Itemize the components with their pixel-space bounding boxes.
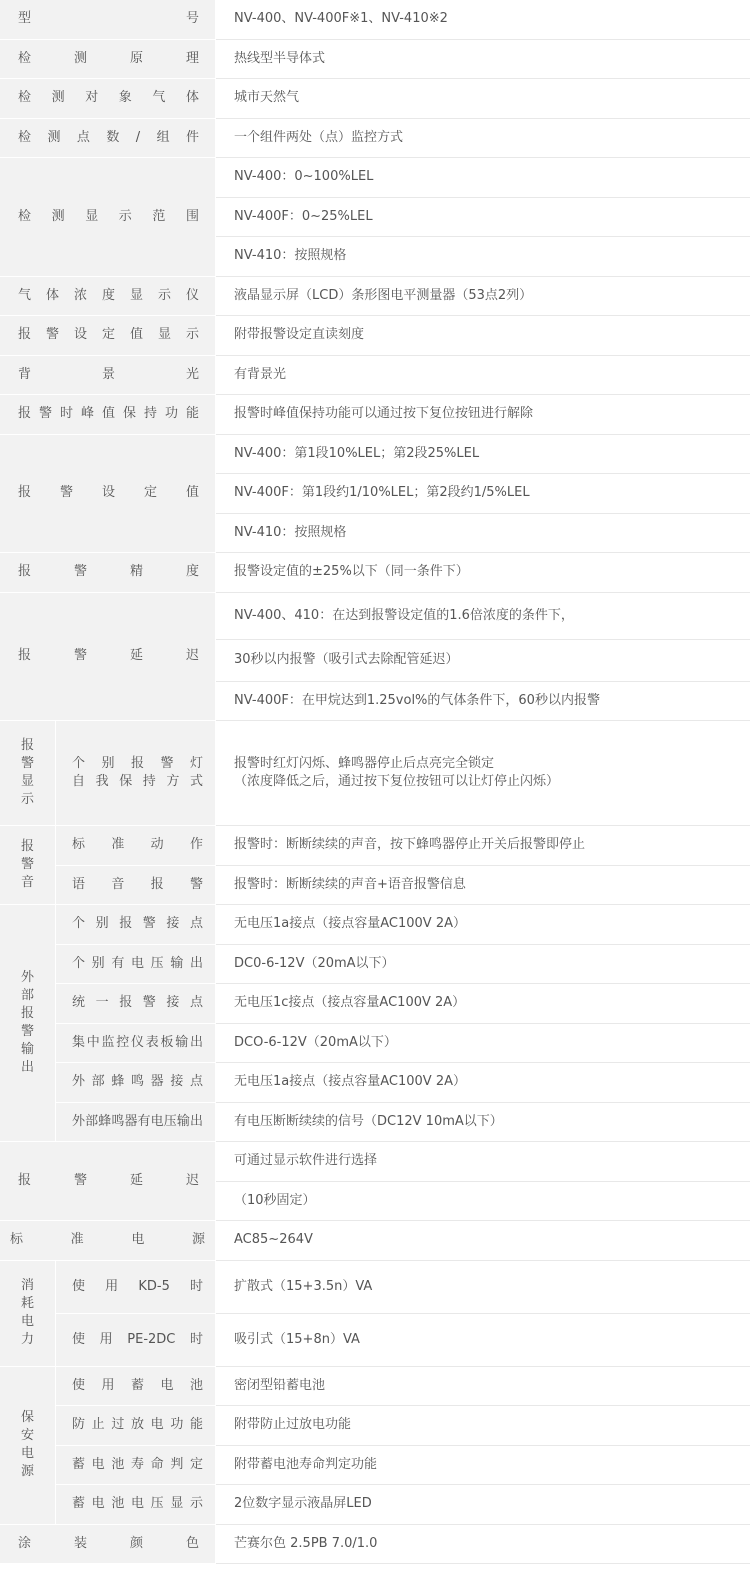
group-label-cell (0, 826, 56, 905)
spec-label-display-range: 检测显示范围 (18, 208, 200, 224)
sub-label-voice-alarm: 语音报警 (72, 876, 204, 892)
spec-label-cell (0, 277, 216, 317)
spec-label-cell (0, 0, 216, 40)
spec-row-alarm-display (0, 721, 750, 826)
spec-row-backup-power (0, 1367, 750, 1407)
group-label-alarm-sound: 报警音 (20, 839, 34, 890)
spec-label-cell (0, 316, 216, 356)
spec-label-cell (0, 119, 216, 159)
spec-row-concentration-display (0, 277, 750, 317)
group-label-cell (0, 1367, 56, 1525)
spec-label-cell (0, 593, 216, 722)
sub-label-standard-operation: 标准动作 (72, 837, 204, 853)
spec-value-paint-color: 芒赛尔色 2.5PB 7.0/1.0 (216, 1525, 750, 1565)
sub-label-external-buzzer-contact: 外部蜂鸣器接点 (72, 1074, 204, 1090)
spec-value-over-discharge-protection: 附带防止过放电功能 (216, 1406, 750, 1446)
spec-row-alarm-accuracy (0, 553, 750, 593)
spec-row-external-output-cont (0, 984, 750, 1024)
sub-label-cell (56, 721, 216, 826)
sub-label-cell (56, 984, 216, 1024)
sub-label-kd5: 使用KD-5时 (72, 1278, 204, 1294)
sub-label-cell (56, 1103, 216, 1143)
spec-value-detection-points: 一个组件两处（点）监控方式 (216, 119, 750, 159)
spec-row-alarm-delay (0, 593, 750, 640)
spec-row-alarm-delay-selection (0, 1142, 750, 1182)
sub-label-cell (56, 905, 216, 945)
spec-value-pe2dc: 吸引式（15+8n）VA (216, 1314, 750, 1367)
spec-label-backlight: 背景光 (18, 366, 200, 382)
spec-label-paint-color: 涂装颜色 (18, 1535, 200, 1551)
group-label-alarm-display: 报警显示 (20, 738, 34, 807)
sub-label-self-hold-mode: 自我保持方式 (72, 774, 204, 789)
sub-label-cell (56, 1485, 216, 1525)
spec-value-alarm-delay-selection: （10秒固定） (216, 1182, 750, 1222)
spec-row-alarm-sound (0, 826, 750, 866)
spec-value-kd5: 扩散式（15+3.5n）VA (216, 1261, 750, 1314)
spec-label-cell (0, 79, 216, 119)
sub-label-common-alarm-contact: 统一报警接点 (72, 995, 204, 1011)
sub-label-individual-alarm-lamp: 个别报警灯 (72, 756, 204, 771)
sub-label-external-buzzer-voltage-output: 外部蜂鸣器有电压输出 (72, 1113, 204, 1129)
sub-label-cell (56, 1261, 216, 1314)
spec-value-alarm-delay-selection: 可通过显示软件进行选择 (216, 1142, 750, 1182)
spec-value-alarm-lamp (216, 721, 750, 826)
spec-value-concentration-display: 液晶显示屏（LCD）条形图电平测量器（53点2列） (216, 277, 750, 317)
spec-row-power-consumption (0, 1261, 750, 1314)
spec-value-voice-alarm: 报警时：断断续续的声音+语音报警信息 (216, 866, 750, 906)
spec-row-external-output-cont (0, 1063, 750, 1103)
spec-value-detection-principle: 热线型半导体式 (216, 40, 750, 80)
spec-row-alarm-sound-cont (0, 866, 750, 906)
spec-value-battery-life-check: 附带蓄电池寿命判定功能 (216, 1446, 750, 1486)
spec-value-model: NV-400、NV-400F※1、NV-410※2 (216, 0, 750, 40)
spec-value-individual-voltage-output: DC0-6-12V（20mA以下） (216, 945, 750, 985)
sub-label-battery-voltage-display: 蓄电池电压显示 (72, 1496, 204, 1512)
spec-row-external-output-cont (0, 945, 750, 985)
spec-value-central-panel-output: DCO-6-12V（20mA以下） (216, 1024, 750, 1064)
spec-row-power-consumption-cont (0, 1314, 750, 1367)
spec-row-external-output-cont (0, 1103, 750, 1143)
spec-row-model (0, 0, 750, 40)
spec-label-alarm-setpoint: 报警设定值 (18, 485, 200, 501)
spec-row-paint-color (0, 1525, 750, 1565)
sub-label-cell (56, 1063, 216, 1103)
spec-row-peak-hold (0, 395, 750, 435)
spec-label-cell (0, 1142, 216, 1221)
spec-label-cell (0, 395, 216, 435)
sub-label-pe2dc: 使用PE-2DC时 (72, 1331, 204, 1347)
sub-label-individual-voltage-output: 个别有电压输出 (72, 955, 204, 971)
sub-label-cell (56, 866, 216, 906)
sub-label-cell (56, 1446, 216, 1486)
spec-value-battery-type: 密闭型铅蓄电池 (216, 1367, 750, 1407)
spec-row-backup-power-cont (0, 1406, 750, 1446)
sub-label-cell (56, 945, 216, 985)
spec-value-alarm-delay: NV-400、410：在达到报警设定值的1.6倍浓度的条件下， (216, 593, 750, 640)
spec-value-target-gas: 城市天然气 (216, 79, 750, 119)
spec-value-display-range: NV-400：0~100%LEL (216, 158, 750, 198)
spec-row-power-supply (0, 1221, 750, 1261)
spec-label-cell (0, 40, 216, 80)
sub-label-central-panel-output: 集中监控仪表板输出 (72, 1034, 204, 1050)
spec-value-display-range: NV-400F：0~25%LEL (216, 198, 750, 238)
spec-label-concentration-display: 气体浓度显示仪 (18, 287, 200, 303)
group-label-cell (0, 905, 56, 1142)
spec-row-backup-power-cont (0, 1485, 750, 1525)
spec-row-backup-power-cont (0, 1446, 750, 1486)
spec-label-cell (0, 1221, 216, 1261)
spec-value-line: 报警时红灯闪烁、蜂鸣器停止后点亮完全锁定 (234, 756, 495, 771)
sub-label-cell (56, 1024, 216, 1064)
sub-label-over-discharge-protection: 防止过放电功能 (72, 1417, 204, 1433)
sub-label-battery-life-check: 蓄电池寿命判定 (72, 1456, 204, 1472)
spec-value-power-supply: AC85~264V (216, 1221, 750, 1261)
spec-label-alarm-delay: 报警延迟 (18, 648, 200, 664)
spec-row-external-output-cont (0, 1024, 750, 1064)
sub-label-cell (56, 826, 216, 866)
group-label-cell (0, 1261, 56, 1367)
spec-value-common-alarm-contact: 无电压1c接点（接点容量AC100V 2A） (216, 984, 750, 1024)
spec-label-power-supply: 标准电源 (10, 1232, 206, 1248)
spec-label-alarm-accuracy: 报警精度 (18, 564, 200, 580)
spec-value-standard-operation: 报警时：断断续续的声音，按下蜂鸣器停止开关后报警即停止 (216, 826, 750, 866)
spec-row-target-gas (0, 79, 750, 119)
spec-value-individual-alarm-contact: 无电压1a接点（接点容量AC100V 2A） (216, 905, 750, 945)
spec-row-backlight (0, 356, 750, 396)
group-label-cell (0, 721, 56, 826)
spec-label-cell (0, 356, 216, 396)
spec-value-peak-hold: 报警时峰值保持功能可以通过按下复位按钮进行解除 (216, 395, 750, 435)
sub-label-cell (56, 1367, 216, 1407)
spec-label-detection-points: 检测点数/组件 (18, 129, 200, 145)
spec-value-alarm-delay: NV-400F：在甲烷达到1.25vol%的气体条件下，60秒以内报警 (216, 682, 750, 722)
spec-value-external-buzzer-voltage-output: 有电压断断续续的信号（DC12V 10mA以下） (216, 1103, 750, 1143)
spec-row-alarm-setpoint (0, 435, 750, 475)
spec-label-detection-principle: 检测原理 (18, 50, 200, 66)
spec-value-display-range: NV-410：按照规格 (216, 237, 750, 277)
spec-label-cell (0, 435, 216, 554)
spec-value-alarm-setpoint: NV-400：第1段10%LEL；第2段25%LEL (216, 435, 750, 475)
sub-label-cell (56, 1406, 216, 1446)
spec-row-external-output (0, 905, 750, 945)
spec-label-alarm-delay-selection: 报警延迟 (18, 1173, 200, 1188)
spec-value-external-buzzer-contact: 无电压1a接点（接点容量AC100V 2A） (216, 1063, 750, 1103)
spec-value-alarm-delay: 30秒以内报警（吸引式去除配管延迟） (216, 640, 750, 682)
spec-value-alarm-setpoint-display: 附带报警设定直读刻度 (216, 316, 750, 356)
spec-value-line: （浓度降低之后，通过按下复位按钮可以让灯停止闪烁） (234, 774, 560, 789)
group-label-power-consumption: 消耗电力 (20, 1278, 34, 1347)
spec-label-cell (0, 1525, 216, 1565)
spec-label-alarm-setpoint-display: 报警设定值显示 (18, 327, 200, 343)
spec-row-detection-principle (0, 40, 750, 80)
spec-row-display-range (0, 158, 750, 198)
spec-row-detection-points (0, 119, 750, 159)
group-label-external-output: 外部报警输出 (20, 970, 34, 1075)
sub-label-battery-type: 使用蓄电池 (72, 1377, 204, 1393)
spec-value-alarm-accuracy: 报警设定值的±25%以下（同一条件下） (216, 553, 750, 593)
spec-label-model: 型号 (18, 11, 200, 27)
spec-row-alarm-setpoint-display (0, 316, 750, 356)
spec-label-peak-hold: 报警时峰值保持功能 (18, 406, 200, 422)
sub-label-individual-alarm-contact: 个别报警接点 (72, 916, 204, 932)
group-label-backup-power: 保安电源 (20, 1410, 34, 1479)
spec-label-target-gas: 检测对象气体 (18, 90, 200, 106)
spec-label-cell (0, 158, 216, 277)
spec-label-cell (0, 553, 216, 593)
spec-value-alarm-setpoint: NV-400F：第1段约1/10%LEL；第2段约1/5%LEL (216, 474, 750, 514)
spec-value-backlight: 有背景光 (216, 356, 750, 396)
sub-label-cell (56, 1314, 216, 1367)
spec-value-alarm-setpoint: NV-410：按照规格 (216, 514, 750, 554)
spec-value-battery-voltage-display: 2位数字显示液晶屏LED (216, 1485, 750, 1525)
